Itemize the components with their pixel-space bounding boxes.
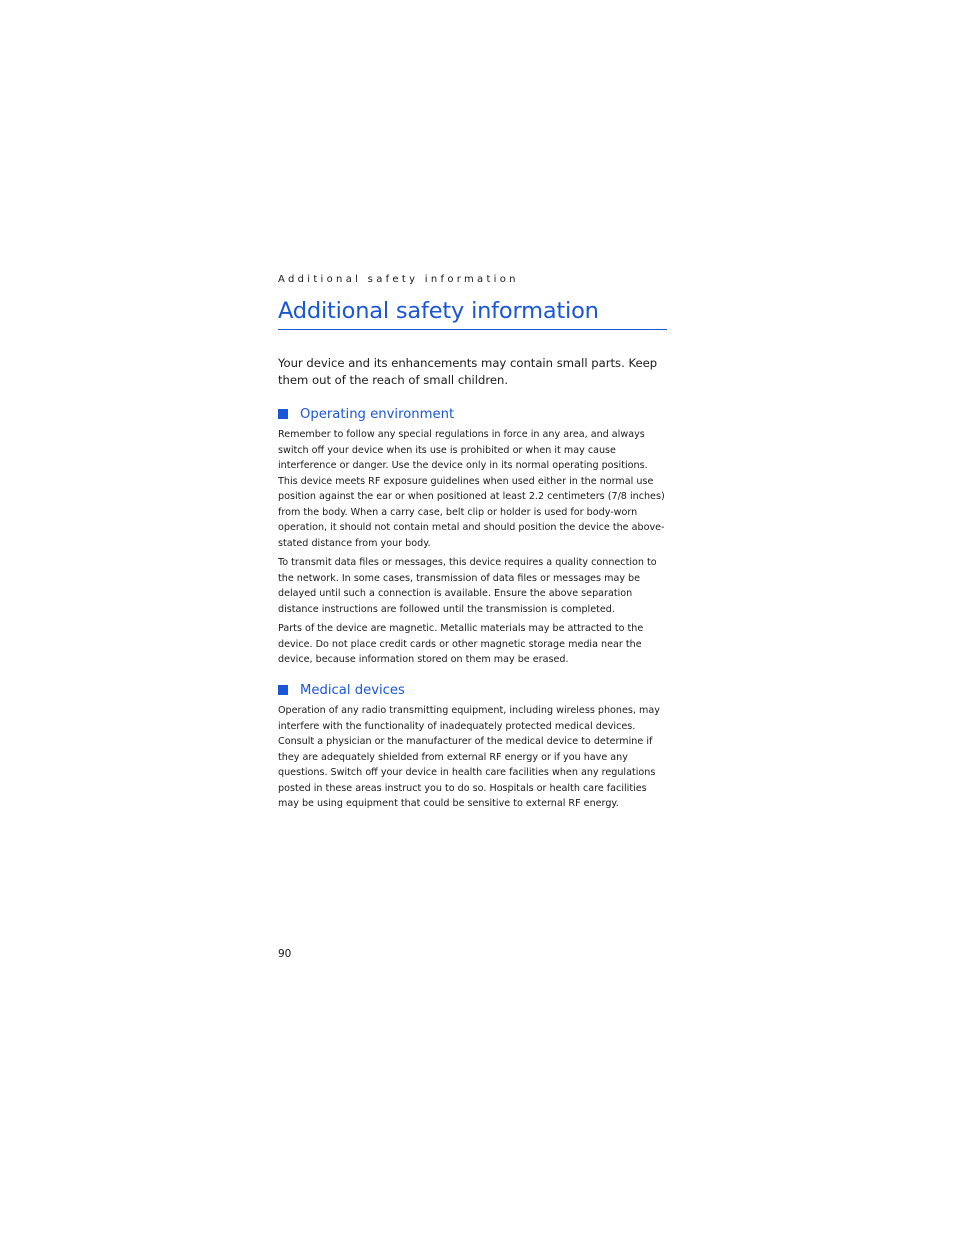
- running-header: Additional safety information: [278, 274, 519, 285]
- section-heading: [278, 404, 670, 424]
- section-heading-text: Operating environment: [300, 406, 455, 422]
- section-operating-environment: [278, 404, 670, 672]
- square-bullet-icon: [278, 409, 288, 419]
- intro-paragraph: Your device and its enhancements may contain small parts. Keep them out of the reach of small children.: [278, 356, 658, 387]
- section-heading-text: Medical devices: [300, 682, 405, 698]
- title-block: [278, 296, 667, 330]
- section-heading: [278, 680, 670, 700]
- square-bullet-icon: [278, 685, 288, 695]
- section-medical-devices: [278, 680, 670, 816]
- body-paragraph: To transmit data files or messages, this device requires a quality connection to the network. In some cases, transmission of data files or messages may be delayed until such a connection is available. Ensure the above separation distance instructions are followed until the transmission is completed.: [278, 557, 657, 615]
- page-title: Additional safety information: [278, 298, 599, 324]
- body-paragraph: Parts of the device are magnetic. Metallic materials may be attracted to the device. Do not place credit cards or other magnetic storage media near the device, because information stored on them may be erased.: [278, 623, 644, 665]
- body-paragraph: Operation of any radio transmitting equipment, including wireless phones, may interfere with the functionality of inadequately protected medical devices. Consult a physician or the manufacturer of the medical device to determine if they are adequately shielded from external RF energy or if you have any questions. Switch off your device in health care facilities when any regulations posted in these areas instruct you to do so. Hospitals or health care facilities may be using equipment that could be sensitive to external RF energy.: [278, 705, 660, 809]
- page-number: 90: [278, 948, 292, 960]
- body-paragraph: Remember to follow any special regulations in force in any area, and always switch off your device when its use is prohibited or when it may cause interference or danger. Use the device only in its normal operating positions. This device meets RF exposure guidelines when used either in the normal use position against the ear or when positioned at least 2.2 centimeters (7/8 inches) from the body. When a carry case, belt clip or holder is used for body-worn operation, it should not contain metal and should position the device the above-stated distance from your body.: [278, 429, 665, 549]
